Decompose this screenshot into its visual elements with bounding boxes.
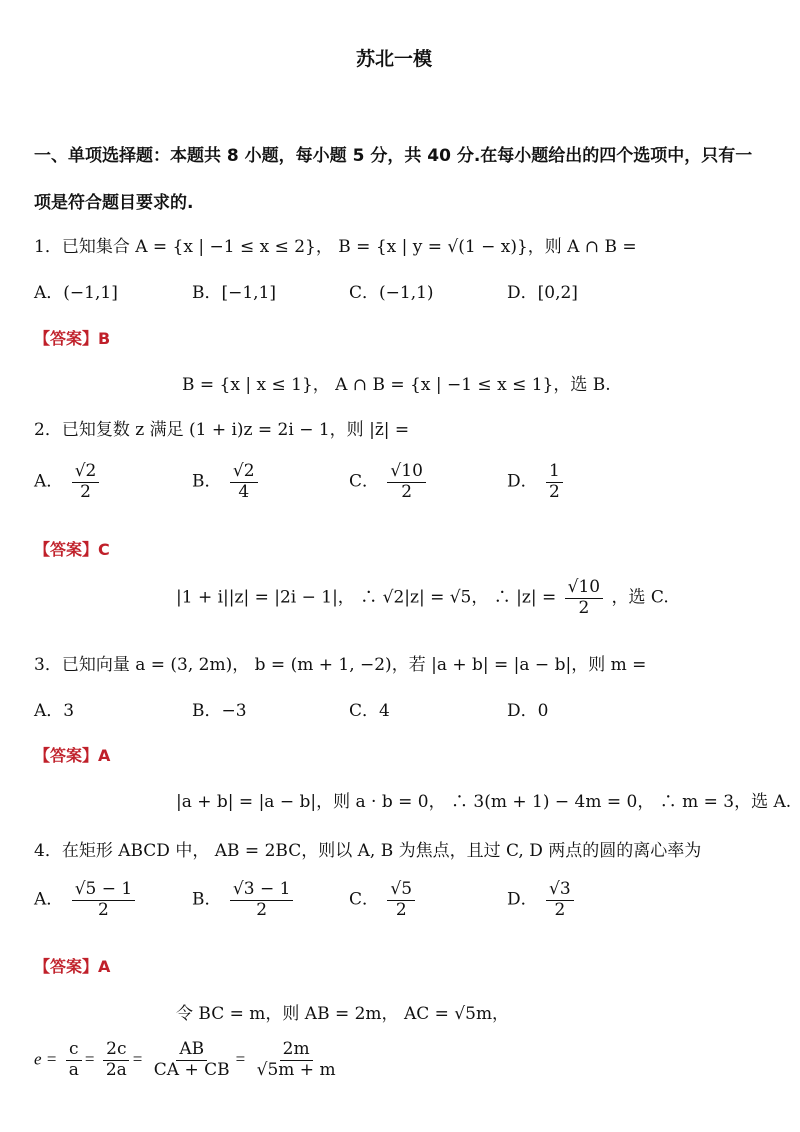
fraction-numerator: 1 — [546, 462, 563, 483]
fraction-denominator: a — [68, 1059, 79, 1080]
question-4-solution-line1: 令 BC = m，则 AB = 2m， AC = √5m， — [176, 1004, 510, 1024]
fraction-denominator: CA + CB — [153, 1059, 230, 1080]
question-2-option-d — [507, 462, 566, 502]
option-label: B． — [192, 889, 222, 910]
question-2-option-b — [192, 462, 261, 502]
fraction-numerator: √5 — [387, 880, 415, 901]
question-3-option-a: A．3 — [34, 701, 75, 721]
fraction-numerator: 2m — [280, 1040, 313, 1061]
option-label: A． — [34, 889, 64, 910]
fraction-denominator: 2 — [256, 899, 268, 920]
fraction-numerator: √3 − 1 — [230, 880, 294, 901]
fraction-numerator: √5 − 1 — [72, 880, 136, 901]
question-2-option-c — [349, 462, 429, 502]
question-4-solution-line2: e = $\frac{c}{a}$ = $\frac{2c}{2a}$ = $\frac{AB}{CA + CB}$ = $\frac{2m}{√5m + m}$ — [34, 1040, 342, 1080]
fraction-numerator: c — [66, 1040, 82, 1061]
fraction-denominator: 2 — [395, 899, 407, 920]
fraction-denominator: 4 — [238, 481, 250, 502]
solution-text: |1 + i||z| = |2i − 1|， ∴ √2|z| = √5， ∴ |z| = — [176, 587, 557, 608]
fraction-denominator: 2 — [578, 597, 590, 618]
option-label: A． — [34, 471, 64, 492]
fraction-numerator: AB — [176, 1040, 207, 1061]
fraction-numerator: √10 — [565, 578, 603, 599]
question-1-solution: B = {x | x ≤ 1}， A ∩ B = {x | −1 ≤ x ≤ 1}，选 B. — [182, 375, 611, 395]
question-3-option-d: D．0 — [507, 701, 549, 721]
question-1-option-a: A．(−1,1] — [34, 283, 118, 303]
fraction-numerator: √10 — [387, 462, 425, 483]
option-label: D． — [507, 471, 538, 492]
fraction-denominator: 2 — [80, 481, 91, 502]
question-2-solution — [176, 578, 669, 618]
question-3-answer-label: 【答案】A — [34, 746, 111, 765]
solution-tail: ，选 C. — [611, 587, 669, 608]
question-1-option-d: D．[0,2] — [507, 283, 578, 303]
question-1-option-b: B．[−1,1] — [192, 283, 277, 303]
section-heading-line2: 项是符合题目要求的. — [34, 193, 194, 213]
fraction-denominator: 2 — [549, 481, 560, 502]
fraction-denominator: 2a — [105, 1059, 127, 1080]
question-3-option-c: C．4 — [349, 701, 390, 721]
section-heading-line1: 一、单项选择题：本题共 8 小题，每小题 5 分，共 40 分.在每小题给出的四个选项中，只有一 — [34, 146, 753, 166]
fraction-denominator: 2 — [554, 899, 566, 920]
equation-lhs: e = — [34, 1049, 58, 1069]
option-label: C． — [349, 471, 380, 492]
option-label: B． — [192, 471, 222, 492]
fraction-numerator: 2c — [103, 1040, 129, 1061]
question-1-answer-label: 【答案】B — [34, 329, 111, 348]
question-4-option-d — [507, 880, 577, 920]
question-2-answer-label: 【答案】C — [34, 540, 110, 559]
question-1-stem: 1．已知集合 A = {x | −1 ≤ x ≤ 2}， B = {x | y = √(1 − x)}，则 A ∩ B = — [34, 237, 637, 257]
question-4-option-a — [34, 880, 138, 920]
fraction-denominator: √5m + m — [256, 1059, 336, 1080]
fraction-numerator: √2 — [72, 462, 100, 483]
page-title: 苏北一模 — [356, 48, 433, 70]
question-3-stem: 3．已知向量 a = (3, 2m)， b = (m + 1, −2)，若 |a + b| = |a − b|，则 m = — [34, 655, 647, 675]
question-2-option-a — [34, 462, 102, 502]
option-label: C． — [349, 889, 380, 910]
question-4-stem: 4．在矩形 ABCD 中， AB = 2BC，则以 A, B 为焦点，且过 C, D 两点的圆的离心率为 — [34, 841, 702, 861]
question-4-option-c — [349, 880, 418, 920]
question-1-option-c: C．(−1,1) — [349, 283, 434, 303]
fraction-numerator: √3 — [546, 880, 574, 901]
question-3-option-b: B．−3 — [192, 701, 247, 721]
question-4-option-b — [192, 880, 296, 920]
fraction-denominator: 2 — [98, 899, 109, 920]
question-4-answer-label: 【答案】A — [34, 957, 111, 976]
fraction-denominator: 2 — [401, 481, 413, 502]
option-label: D． — [507, 889, 538, 910]
question-2-stem: 2．已知复数 z 满足 (1 + i)z = 2i − 1，则 |z̄| = — [34, 420, 410, 440]
question-3-solution: |a + b| = |a − b|，则 a · b = 0， ∴ 3(m + 1) − 4m = 0， ∴ m = 3，选 A. — [176, 792, 792, 812]
fraction-numerator: √2 — [230, 462, 258, 483]
